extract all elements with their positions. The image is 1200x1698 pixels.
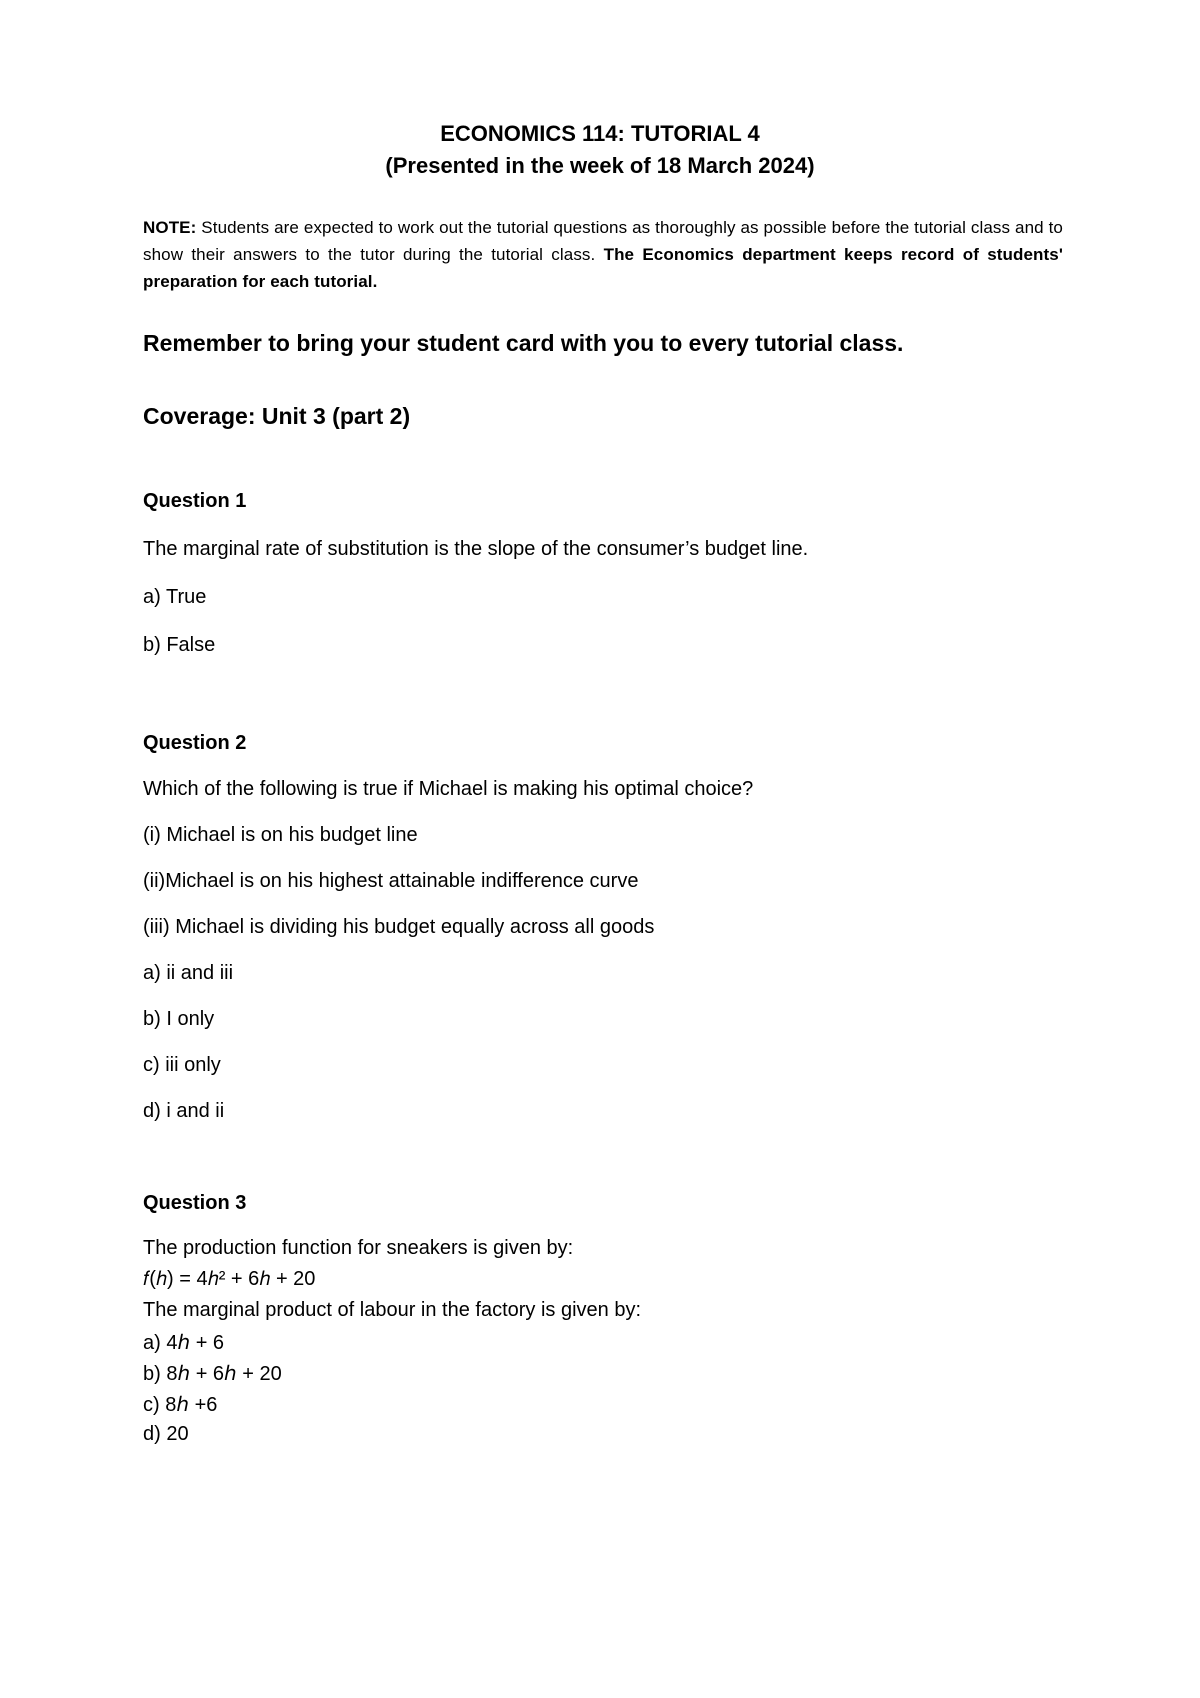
note-label: NOTE: — [143, 218, 197, 237]
question-3-prompt: The production function for sneakers is given by: — [143, 1237, 574, 1259]
question-2-statement-iii: (iii) Michael is dividing his budget equally across all goods — [143, 916, 655, 938]
question-2-heading: Question 2 — [143, 732, 247, 754]
question-3-heading: Question 3 — [143, 1192, 247, 1214]
question-2-prompt: Which of the following is true if Michael is making his optimal choice? — [143, 778, 754, 800]
question-1-heading: Question 1 — [143, 490, 247, 512]
reminder-text: Remember to bring your student card with you to every tutorial class. — [143, 330, 904, 356]
title-block — [0, 118, 1200, 182]
note-paragraph — [143, 214, 1063, 295]
question-2-statement-ii: (ii)Michael is on his highest attainable indifference curve — [143, 870, 639, 892]
question-3-option-d: d) 20 — [143, 1423, 189, 1445]
question-3-prompt-2: The marginal product of labour in the factory is given by: — [143, 1299, 642, 1321]
document-subtitle: (Presented in the week of 18 March 2024) — [385, 153, 815, 178]
note-text: Students are expected to work out the tutorial questions as thoroughly as possible before the tutorial class and to show their answers to the tutor during the tutorial class. — [143, 218, 1063, 264]
document-title: ECONOMICS 114: TUTORIAL 4 — [440, 121, 760, 146]
question-2-option-c: c) iii only — [143, 1054, 221, 1076]
note-bold-text: The Economics department keeps record of students' preparation for each tutorial. — [143, 245, 1063, 291]
question-3-option-a: a) 4ℎ + 6 — [143, 1332, 225, 1354]
question-1-option-a: a) True — [143, 586, 207, 608]
question-2-option-b: b) I only — [143, 1008, 215, 1030]
question-3-option-b: b) 8ℎ + 6ℎ + 20 — [143, 1363, 282, 1385]
question-2-option-a: a) ii and iii — [143, 962, 234, 984]
question-3-formula: 𝑓(ℎ) = 4ℎ² + 6ℎ + 20 — [143, 1268, 316, 1290]
question-1-prompt: The marginal rate of substitution is the slope of the consumer’s budget line. — [143, 538, 809, 560]
question-2-statement-i: (i) Michael is on his budget line — [143, 824, 418, 846]
coverage-heading: Coverage: Unit 3 (part 2) — [143, 403, 411, 429]
question-1-option-b: b) False — [143, 634, 216, 656]
question-3-option-c: c) 8ℎ +6 — [143, 1394, 218, 1416]
question-2-option-d: d) i and ii — [143, 1100, 225, 1122]
